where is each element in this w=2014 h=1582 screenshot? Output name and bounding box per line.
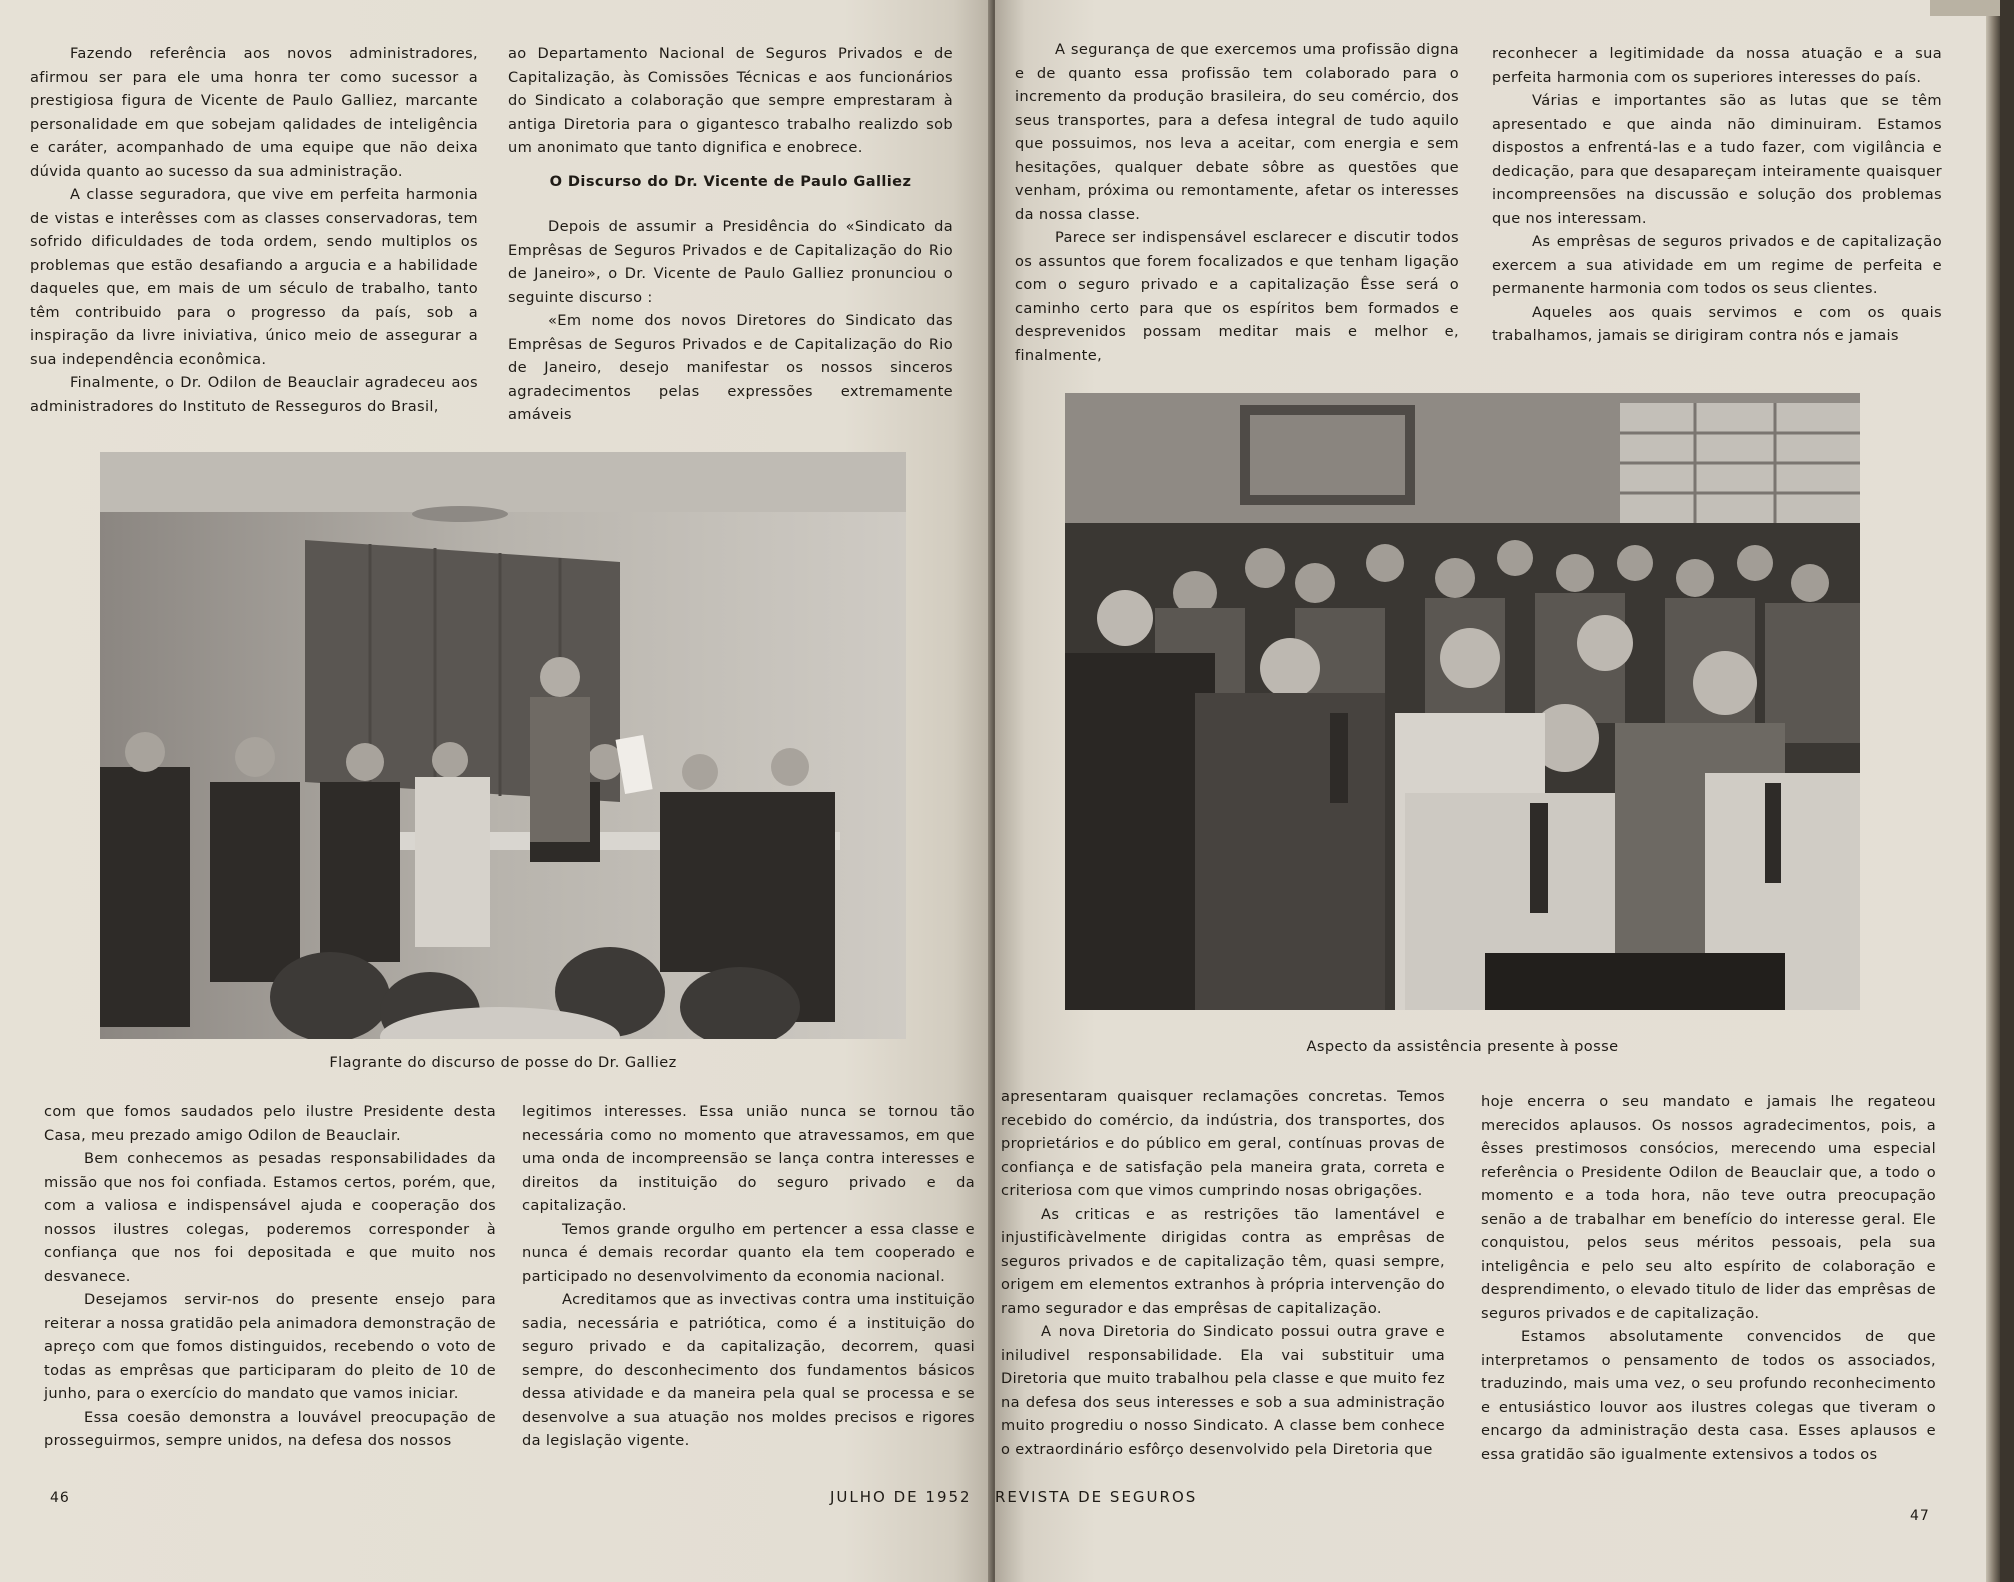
right-col2-top — [1492, 42, 1942, 348]
speech-photo — [100, 452, 906, 1039]
paragraph: Finalmente, o Dr. Odilon de Beauclair agradeceu aos administradores do Instituto de Resseguros do Brasil, — [30, 374, 478, 415]
right-col1-top — [1015, 38, 1459, 367]
speech-photo-image — [100, 452, 906, 1039]
paragraph: Acreditamos que as invectivas contra uma instituição sadia, necessária e patriótica, como é a instituição do seguro privado e da capitalização, decorrem, quasi sempre, do desconhecimento dos fundamentos básicos dessa atividade e da maneira pela qual se processa e se desenvolve a sua atuação nos moldes precisos e rigores da legislação vigente. — [522, 1291, 975, 1449]
paragraph: Desejamos servir-nos do presente ensejo para reiterar a nossa gratidão pela animadora demonstração de apreço com que fomos distinguidos, recebendo o voto de todas as emprêsas que participaram do pleito de 10 de junho, para o exercício do mandato que vamos iniciar. — [44, 1291, 496, 1402]
left-col1-top — [30, 42, 478, 418]
paragraph: Parece ser indispensável esclarecer e discutir todos os assuntos que forem focalizados e que tenham ligação com o seguro privado e a capitalização Êsse será o caminho certo para que os espíritos bem formados e desprevenidos possam meditar mais e melhor e, finalmente, — [1015, 229, 1459, 364]
paragraph: Aqueles aos quais servimos e com os quais trabalhamos, jamais se dirigiram contra nós e jamais — [1492, 303, 1942, 344]
page-number: 46 — [50, 1490, 70, 1506]
paragraph: Essa coesão demonstra a louvável preocupação de prosseguirmos, sempre unidos, na defesa dos nossos — [44, 1408, 496, 1449]
audience-photo — [1065, 393, 1860, 1010]
paragraph: apresentaram quaisquer reclamações concretas. Temos recebido do comércio, da indústria, dos transportes, dos proprietários e do público em geral, contínuas provas de confiança e de satisfação pela maneira grata, correta e criteriosa com que vimos cumprindo nosas obrigações. — [1001, 1088, 1445, 1199]
paragraph: As emprêsas de seguros privados e de capitalização exercem a sua atividade em um regime de perfeita e permanente harmonia com todos os seus clientes. — [1492, 233, 1942, 297]
audience-photo-caption: Aspecto da assistência presente à posse — [1306, 1038, 1619, 1055]
speech-photo-caption: Flagrante do discurso de posse do Dr. Galliez — [329, 1054, 677, 1071]
right-page — [995, 0, 2000, 1582]
footer-title: REVISTA DE SEGUROS — [995, 1488, 1198, 1506]
paragraph: ao Departamento Nacional de Seguros Privados e de Capitalização, às Comissões Técnicas e aos funcionários do Sindicato a colaboração que sempre emprestaram à antiga Diretoria para o gigantesco trabalho realizdo sob um anonimato que tanto dignifica e enobrece. — [508, 45, 953, 156]
paragraph: Várias e importantes são as lutas que se têm apresentado e que ainda não diminuiram. Estamos dispostos a enfrentá-las e a tudo fazer, com vigilância e dedicação, para que desapareçam inteiramente quaisquer incompreensões na discussão e solução dos problemas que nos interessam. — [1492, 92, 1942, 227]
paragraph: Bem conhecemos as pesadas responsabilidades da missão que nos foi confiada. Estamos certos, porém, que, com a valiosa e indispensável ajuda e cooperação dos nossos ilustres colegas, poderemos corresponder à confiança que nos foi depositada e que muito nos desvanece. — [44, 1150, 496, 1285]
paragraph: «Em nome dos novos Diretores do Sindicato das Emprêsas de Seguros Privados e de Capitalização do Rio de Janeiro, desejo manifestar os nossos sinceros agradecimentos pelas expressões extremamente amáveis — [508, 312, 953, 423]
audience-photo-image — [1065, 393, 1860, 1010]
paragraph: Fazendo referência aos novos administradores, afirmou ser para ele uma honra ter como sucessor a prestigiosa figura de Vicente de Paulo Galliez, marcante personalidade em que sobejam qalidades de inteligência e caráter, acompanhado de uma equipe que não deixa dúvida quanto ao sucesso da sua administração. — [30, 45, 478, 180]
page-edge — [1986, 0, 2000, 1582]
paragraph: Temos grande orgulho em pertencer a essa classe e nunca é demais recordar quanto ela tem cooperado e participado no desenvolvimento da economia nacional. — [522, 1220, 975, 1285]
paragraph: A classe seguradora, que vive em perfeita harmonia de vistas e interêsses com as classes conservadoras, tem sofrido dificuldades de toda ordem, sendo multiplos os problemas que estão desafiando a argucia e a habilidade daqueles que, em mais de um século de trabalho, tanto têm contribuido para o progresso da país, sob a inspiração da livre iniviativa, único meio de assegurar a sua independência econômica. — [30, 186, 478, 368]
section-heading: O Discurso do Dr. Vicente de Paulo Galliez — [549, 172, 912, 190]
page-number: 47 — [1910, 1508, 1930, 1524]
paragraph: As criticas e as restrições tão lamentável e injustificàvelmente dirigidas contra as emprêsas de seguros privados e de capitalização têm, quasi sempre, origem em elementos extranhos à própria intervenção do ramo segurador e das emprêsas de capitalização. — [1001, 1205, 1445, 1317]
footer-date: JULHO DE 1952 — [830, 1488, 972, 1506]
left-col2-bottom — [522, 1100, 975, 1453]
paragraph: com que fomos saudados pelo ilustre Presidente desta Casa, meu prezado amigo Odilon de Beauclair. — [44, 1103, 496, 1144]
paragraph: hoje encerra o seu mandato e jamais lhe regateou merecidos aplausos. Os nossos agradecimentos, pois, a êsses prestimosos consócios, merecendo uma especial referência o Presidente Odilon de Beauclair que, a todo o momento e a toda hora, não teve outra preocupação senão a de trabalhar em benefício do interesse geral. Ele conquistou, pelos seus méritos pessoais, pela sua inteligência e pelo seu alto espírito de colaboração e desprendimento, o elevado titulo de lider das emprêsas de seguros privados e de capitalização. — [1481, 1093, 1936, 1322]
paragraph: A segurança de que exercemos uma profissão digna e de quanto essa profissão tem colaborado para o incremento da produção brasileira, do seu comércio, dos seus transportes, para a defesa integral de tudo aquilo que possuimos, nos leva a aceitar, com energia e sem hesitações, qualquer debate sôbre as questões que venham, próxima ou remontamente, afetar os interesses da nossa classe. — [1015, 41, 1459, 223]
paragraph: legitimos interesses. Essa união nunca se tornou tão necessária como no momento que atravessamos, em que uma onda de incompreensão se lança contra interesses e direitos da instituição do seguro privado e da capitalização. — [522, 1103, 975, 1214]
right-col2-bottom — [1481, 1090, 1936, 1466]
left-page — [0, 0, 993, 1582]
paragraph: Depois de assumir a Presidência do «Sindicato da Emprêsas de Seguros Privados e de Capitalização do Rio de Janeiro», o Dr. Vicente de Paulo Galliez pronunciou o seguinte discurso : — [508, 218, 953, 306]
left-col1-bottom — [44, 1100, 496, 1453]
binding-strip — [1930, 0, 2000, 16]
left-col2-top — [508, 42, 953, 427]
right-col1-bottom — [1001, 1085, 1445, 1461]
paragraph: A nova Diretoria do Sindicato possui outra grave e iniludivel responsabilidade. Ela vai substituir uma Diretoria que muito trabalhou pela classe e que muito fez na defesa dos seus interesses e sob a sua administração muito progrediu o nosso Sindicato. A classe bem conhece o extraordinário esfôrço desenvolvido pela Diretoria que — [1001, 1323, 1445, 1458]
paragraph: reconhecer a legitimidade da nossa atuação e a sua perfeita harmonia com os superiores interesses do país. — [1492, 45, 1942, 86]
paragraph: Estamos absolutamente convencidos de que interpretamos o pensamento de todos os associados, traduzindo, mais uma vez, o seu profundo reconhecimento e entusiástico louvor aos ilustres colegas que tiveram o encargo da administração desta casa. Esses aplausos e essa gratidão são igualmente extensivos a todos os — [1481, 1328, 1936, 1463]
